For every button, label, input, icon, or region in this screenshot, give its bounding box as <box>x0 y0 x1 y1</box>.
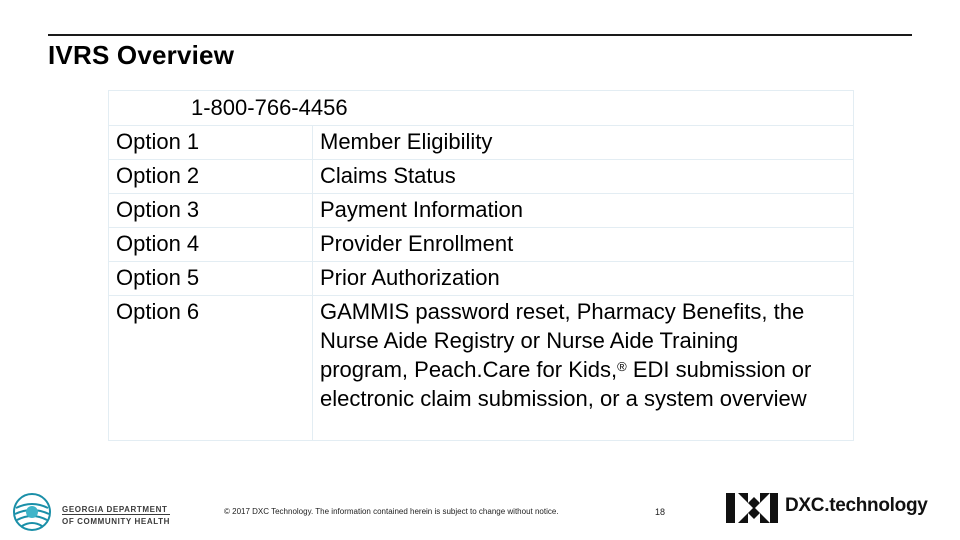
option-label: Option 4 <box>109 228 313 262</box>
registered-mark: ® <box>617 359 627 374</box>
table-row <box>109 160 854 194</box>
table-row <box>109 126 854 160</box>
copyright-notice: © 2017 DXC Technology. The information contained herein is subject to change without notice. <box>224 507 559 516</box>
page-number: 18 <box>655 507 666 517</box>
option-label: Option 2 <box>109 160 313 194</box>
option-description: Prior Authorization <box>313 262 854 296</box>
option-description: Member Eligibility <box>313 126 854 160</box>
phone-number: 1-800-766-4456 <box>191 95 348 120</box>
title-rule <box>48 34 912 36</box>
option-description-text: GAMMIS password reset, Pharmacy Benefits, the Nurse Aide Registry or Nurse Aide Training program, Peach.Care for Kids, <box>320 299 805 382</box>
gdch-logo-text <box>62 504 170 528</box>
option-description <box>313 296 854 441</box>
gdch-line1: GEORGIA DEPARTMENT <box>62 505 168 514</box>
option-description: Claims Status <box>313 160 854 194</box>
table-row <box>109 228 854 262</box>
table-row <box>109 296 854 441</box>
phone-row <box>109 91 854 126</box>
gdch-divider <box>62 514 170 515</box>
dxc-logo-icon <box>726 491 778 525</box>
slide-title: IVRS Overview <box>48 40 235 70</box>
ivrs-table <box>108 90 854 441</box>
option-label: Option 6 <box>109 296 313 441</box>
gdch-line2: OF COMMUNITY HEALTH <box>62 517 170 526</box>
option-label: Option 3 <box>109 194 313 228</box>
option-description: Payment Information <box>313 194 854 228</box>
option-description-text-cont: EDI submission or electronic claim submission, or a system overview <box>320 357 812 411</box>
option-label: Option 1 <box>109 126 313 160</box>
table-row <box>109 194 854 228</box>
option-label: Option 5 <box>109 262 313 296</box>
dxc-wordmark: DXC.technology <box>785 495 928 516</box>
option-description: Provider Enrollment <box>313 228 854 262</box>
table-row <box>109 262 854 296</box>
phone-cell <box>109 91 854 126</box>
